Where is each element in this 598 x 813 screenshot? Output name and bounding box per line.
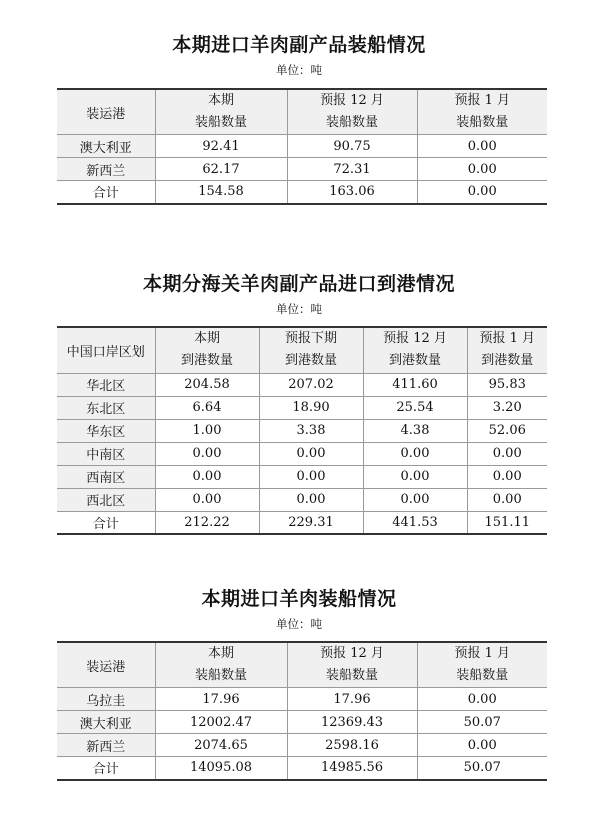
table3 (57, 641, 547, 781)
table-row (57, 396, 547, 419)
cell-value: 0.00 (467, 442, 547, 465)
section-customs-byproduct-arrival (0, 272, 598, 316)
table2-unit: 单位：吨 (276, 302, 322, 316)
table-row (57, 135, 547, 158)
cell-value: 18.90 (259, 396, 363, 419)
table-row (57, 711, 547, 734)
cell-value: 0.00 (363, 488, 467, 511)
cell-value: 0.00 (417, 181, 547, 204)
cell-value: 0.00 (417, 734, 547, 757)
table2-header-col (467, 327, 547, 373)
table2-header-col (155, 327, 259, 373)
table3-header-col (155, 642, 287, 688)
cell-value: 0.00 (155, 465, 259, 488)
cell-value: 14095.08 (155, 757, 287, 780)
header-line2: 装船数量 (456, 668, 509, 683)
cell-value: 6.64 (155, 396, 259, 419)
cell-value: 204.58 (155, 373, 259, 396)
cell-value: 14985.56 (287, 757, 417, 780)
cell-value: 0.00 (259, 465, 363, 488)
table1-title: 本期进口羊肉副产品装船情况 (172, 34, 426, 56)
cell-value: 0.00 (417, 688, 547, 711)
cell-value: 50.07 (417, 711, 547, 734)
table-row (57, 158, 547, 181)
header-line1: 预报 1 月 (479, 331, 536, 347)
cell-value: 229.31 (259, 511, 363, 534)
cell-value: 1.00 (155, 419, 259, 442)
section-sheep-byproduct-shipment (0, 33, 598, 77)
table-row (57, 465, 547, 488)
header-line2: 到港数量 (481, 353, 534, 369)
cell-value: 12002.47 (155, 711, 287, 734)
header-line2: 到港数量 (388, 353, 441, 369)
table2-header-col (259, 327, 363, 373)
table-row (57, 488, 547, 511)
table3-header-col (287, 642, 417, 688)
table1-header-row (57, 89, 547, 135)
row-label: 新西兰 (57, 734, 155, 757)
cell-value: 0.00 (155, 442, 259, 465)
cell-value: 17.96 (155, 688, 287, 711)
row-label: 西北区 (57, 488, 155, 511)
cell-value: 3.38 (259, 419, 363, 442)
table2-header-row (57, 327, 547, 373)
table1-unit: 单位：吨 (276, 63, 322, 77)
header-line1: 预报 1 月 (454, 646, 511, 661)
cell-value: 3.20 (467, 396, 547, 419)
table3-unit: 单位：吨 (276, 617, 322, 631)
cell-value: 50.07 (417, 757, 547, 780)
table3-title: 本期进口羊肉装船情况 (201, 588, 397, 610)
header-line2: 装船数量 (194, 115, 247, 130)
row-label: 华东区 (57, 419, 155, 442)
cell-value: 154.58 (155, 181, 287, 204)
table-row (57, 688, 547, 711)
header-line1: 预报 12 月 (320, 646, 384, 661)
table2-header-col (363, 327, 467, 373)
row-label: 东北区 (57, 396, 155, 419)
header-line2: 到港数量 (180, 353, 233, 369)
header-line1: 预报 12 月 (383, 331, 447, 347)
cell-value: 4.38 (363, 419, 467, 442)
header-line1: 本期 (207, 646, 234, 661)
row-label: 合计 (57, 511, 155, 534)
table-row-total (57, 511, 547, 534)
row-label: 新西兰 (57, 158, 155, 181)
header-line2: 到港数量 (284, 353, 337, 369)
row-label: 合计 (57, 757, 155, 780)
cell-value: 151.11 (467, 511, 547, 534)
cell-value: 62.17 (155, 158, 287, 181)
row-label: 西南区 (57, 465, 155, 488)
cell-value: 2598.16 (287, 734, 417, 757)
table-row (57, 419, 547, 442)
table1-header-col (155, 89, 287, 135)
row-label: 乌拉圭 (57, 688, 155, 711)
cell-value: 0.00 (363, 442, 467, 465)
header-line1: 本期 (193, 331, 220, 347)
cell-value: 90.75 (287, 135, 417, 158)
header-line2: 装船数量 (325, 115, 378, 130)
table3-header-row (57, 642, 547, 688)
cell-value: 0.00 (259, 488, 363, 511)
table1-header-col (417, 89, 547, 135)
table-row (57, 734, 547, 757)
cell-value: 2074.65 (155, 734, 287, 757)
cell-value: 52.06 (467, 419, 547, 442)
cell-value: 441.53 (363, 511, 467, 534)
cell-value: 0.00 (155, 488, 259, 511)
row-label: 澳大利亚 (57, 135, 155, 158)
cell-value: 0.00 (363, 465, 467, 488)
table-row-total (57, 757, 547, 780)
cell-value: 0.00 (417, 135, 547, 158)
cell-value: 17.96 (287, 688, 417, 711)
cell-value: 0.00 (467, 465, 547, 488)
table2-header-region: 中国口岸区划 (57, 327, 155, 373)
table1-header-col (287, 89, 417, 135)
cell-value: 207.02 (259, 373, 363, 396)
row-label: 澳大利亚 (57, 711, 155, 734)
cell-value: 212.22 (155, 511, 259, 534)
cell-value: 163.06 (287, 181, 417, 204)
table-row-total (57, 181, 547, 204)
table2 (57, 326, 547, 535)
table1 (57, 88, 547, 205)
cell-value: 72.31 (287, 158, 417, 181)
table-row (57, 442, 547, 465)
table-row (57, 373, 547, 396)
cell-value: 95.83 (467, 373, 547, 396)
cell-value: 92.41 (155, 135, 287, 158)
section-sheep-meat-shipment (0, 587, 598, 631)
cell-value: 25.54 (363, 396, 467, 419)
cell-value: 0.00 (417, 158, 547, 181)
header-line1: 本期 (207, 93, 234, 108)
header-line2: 装船数量 (456, 115, 509, 130)
cell-value: 0.00 (467, 488, 547, 511)
row-label: 合计 (57, 181, 155, 204)
row-label: 中南区 (57, 442, 155, 465)
table1-header-port: 装运港 (57, 89, 155, 135)
cell-value: 411.60 (363, 373, 467, 396)
header-line2: 装船数量 (194, 668, 247, 683)
header-line2: 装船数量 (325, 668, 378, 683)
table3-header-col (417, 642, 547, 688)
cell-value: 0.00 (259, 442, 363, 465)
header-line1: 预报下期 (284, 331, 337, 347)
cell-value: 12369.43 (287, 711, 417, 734)
table3-header-port: 装运港 (57, 642, 155, 688)
header-line1: 预报 12 月 (320, 93, 384, 108)
row-label: 华北区 (57, 373, 155, 396)
table2-title: 本期分海关羊肉副产品进口到港情况 (142, 273, 455, 295)
header-line1: 预报 1 月 (454, 93, 511, 108)
